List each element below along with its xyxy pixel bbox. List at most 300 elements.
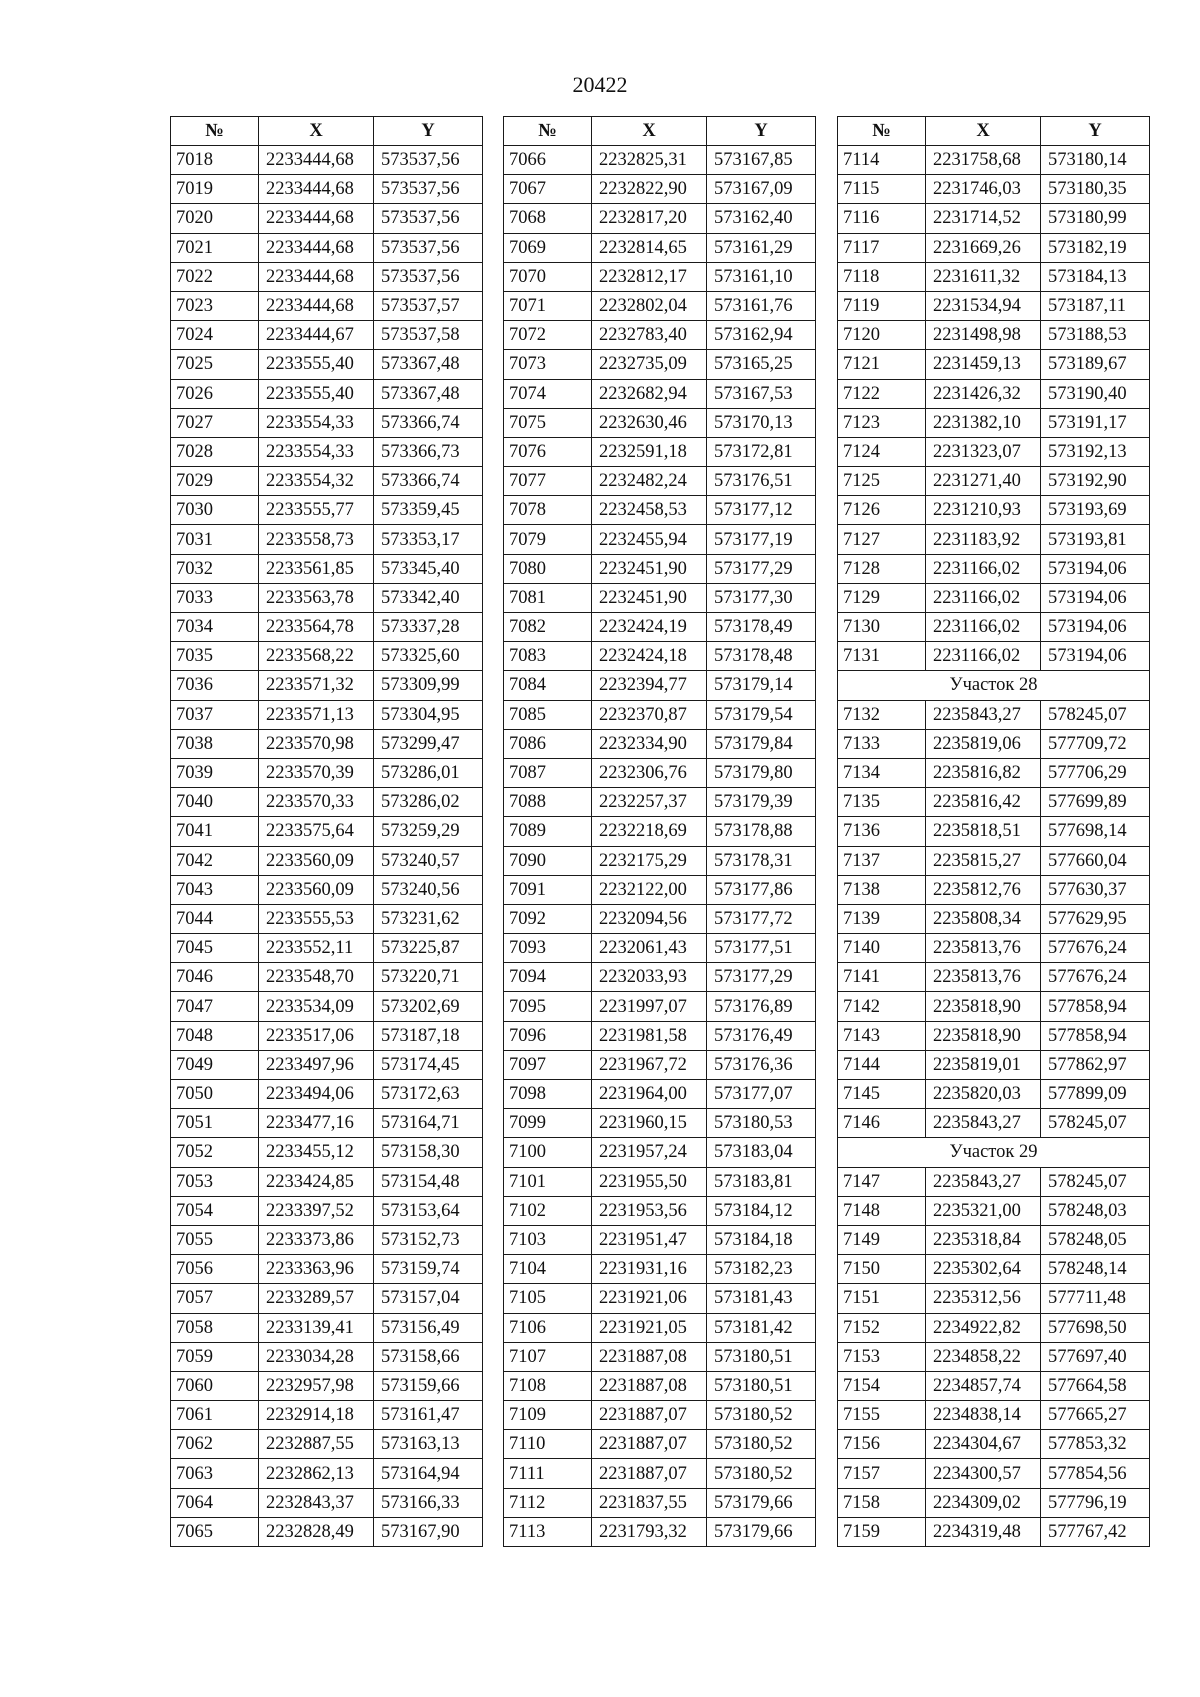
- point-number-cell: 7150: [838, 1255, 926, 1284]
- y-coordinate-cell: 573156,49: [374, 1313, 483, 1342]
- x-coordinate-cell: 2235321,00: [926, 1196, 1041, 1225]
- table-row: [838, 788, 1150, 817]
- table-row: [838, 525, 1150, 554]
- x-coordinate-cell: 2232370,87: [592, 700, 707, 729]
- y-coordinate-cell: 573537,58: [374, 321, 483, 350]
- x-coordinate-cell: 2235302,64: [926, 1255, 1041, 1284]
- point-number-cell: 7135: [838, 788, 926, 817]
- header-x: X: [259, 117, 374, 146]
- table-row: [504, 496, 816, 525]
- point-number-cell: 7051: [171, 1109, 259, 1138]
- table-row: [171, 875, 483, 904]
- point-number-cell: 7156: [838, 1430, 926, 1459]
- point-number-cell: 7056: [171, 1255, 259, 1284]
- y-coordinate-cell: 573179,39: [707, 788, 816, 817]
- x-coordinate-cell: 2233444,68: [259, 146, 374, 175]
- x-coordinate-cell: 2232122,00: [592, 875, 707, 904]
- x-coordinate-cell: 2233548,70: [259, 963, 374, 992]
- table-row: [171, 467, 483, 496]
- table-row: [171, 1109, 483, 1138]
- point-number-cell: 7019: [171, 175, 259, 204]
- x-coordinate-cell: 2233444,68: [259, 233, 374, 262]
- table-row: [838, 1401, 1150, 1430]
- x-coordinate-cell: 2233363,96: [259, 1255, 374, 1284]
- table-row: [171, 291, 483, 320]
- y-coordinate-cell: 573178,48: [707, 642, 816, 671]
- x-coordinate-cell: 2233497,96: [259, 1050, 374, 1079]
- table-row: [171, 233, 483, 262]
- x-coordinate-cell: 2233570,39: [259, 758, 374, 787]
- y-coordinate-cell: 573537,56: [374, 262, 483, 291]
- table-row: [504, 204, 816, 233]
- point-number-cell: 7136: [838, 817, 926, 846]
- y-coordinate-cell: 573178,49: [707, 613, 816, 642]
- table-row: [171, 729, 483, 758]
- x-coordinate-cell: 2234857,74: [926, 1371, 1041, 1400]
- y-coordinate-cell: 577858,94: [1041, 992, 1150, 1021]
- table-row: [504, 934, 816, 963]
- point-number-cell: 7151: [838, 1284, 926, 1313]
- x-coordinate-cell: 2232828,49: [259, 1517, 374, 1546]
- y-coordinate-cell: 577629,95: [1041, 904, 1150, 933]
- table-row: [838, 408, 1150, 437]
- point-number-cell: 7089: [504, 817, 592, 846]
- point-number-cell: 7091: [504, 875, 592, 904]
- point-number-cell: 7038: [171, 729, 259, 758]
- point-number-cell: 7075: [504, 408, 592, 437]
- x-coordinate-cell: 2233289,57: [259, 1284, 374, 1313]
- x-coordinate-cell: 2231964,00: [592, 1080, 707, 1109]
- point-number-cell: 7113: [504, 1517, 592, 1546]
- table-row: [504, 758, 816, 787]
- y-coordinate-cell: 573309,99: [374, 671, 483, 700]
- point-number-cell: 7039: [171, 758, 259, 787]
- table-row: [504, 146, 816, 175]
- x-coordinate-cell: 2233563,78: [259, 583, 374, 612]
- y-coordinate-cell: 573337,28: [374, 613, 483, 642]
- table-row: [838, 642, 1150, 671]
- point-number-cell: 7152: [838, 1313, 926, 1342]
- table-row: [838, 1517, 1150, 1546]
- y-coordinate-cell: 577665,27: [1041, 1401, 1150, 1430]
- table-row: [504, 1517, 816, 1546]
- table-row: [838, 904, 1150, 933]
- y-coordinate-cell: 573182,23: [707, 1255, 816, 1284]
- x-coordinate-cell: 2234309,02: [926, 1488, 1041, 1517]
- table-row: [171, 1284, 483, 1313]
- y-coordinate-cell: 577660,04: [1041, 846, 1150, 875]
- point-number-cell: 7093: [504, 934, 592, 963]
- y-coordinate-cell: 573177,72: [707, 904, 816, 933]
- table-row: [838, 437, 1150, 466]
- y-coordinate-cell: 573176,36: [707, 1050, 816, 1079]
- x-coordinate-cell: 2233575,64: [259, 817, 374, 846]
- table-row: [171, 1401, 483, 1430]
- x-coordinate-cell: 2233560,09: [259, 875, 374, 904]
- y-coordinate-cell: 573158,30: [374, 1138, 483, 1167]
- table-row: [504, 175, 816, 204]
- x-coordinate-cell: 2233554,33: [259, 437, 374, 466]
- y-coordinate-cell: 573353,17: [374, 525, 483, 554]
- x-coordinate-cell: 2231955,50: [592, 1167, 707, 1196]
- y-coordinate-cell: 577698,14: [1041, 817, 1150, 846]
- table-row: [171, 1050, 483, 1079]
- y-coordinate-cell: 573161,10: [707, 262, 816, 291]
- y-coordinate-cell: 573180,14: [1041, 146, 1150, 175]
- x-coordinate-cell: 2233397,52: [259, 1196, 374, 1225]
- x-coordinate-cell: 2231459,13: [926, 350, 1041, 379]
- point-number-cell: 7120: [838, 321, 926, 350]
- table-row: [504, 817, 816, 846]
- point-number-cell: 7130: [838, 613, 926, 642]
- point-number-cell: 7086: [504, 729, 592, 758]
- y-coordinate-cell: 573184,12: [707, 1196, 816, 1225]
- point-number-cell: 7040: [171, 788, 259, 817]
- y-coordinate-cell: 573220,71: [374, 963, 483, 992]
- point-number-cell: 7087: [504, 758, 592, 787]
- y-coordinate-cell: 573152,73: [374, 1225, 483, 1254]
- point-number-cell: 7046: [171, 963, 259, 992]
- x-coordinate-cell: 2231887,07: [592, 1459, 707, 1488]
- point-number-cell: 7066: [504, 146, 592, 175]
- table-row: [171, 583, 483, 612]
- point-number-cell: 7048: [171, 1021, 259, 1050]
- table-row: [171, 1459, 483, 1488]
- x-coordinate-cell: 2232257,37: [592, 788, 707, 817]
- x-coordinate-cell: 2235818,51: [926, 817, 1041, 846]
- table-row: [171, 817, 483, 846]
- point-number-cell: 7049: [171, 1050, 259, 1079]
- point-number-cell: 7096: [504, 1021, 592, 1050]
- x-coordinate-cell: 2231166,02: [926, 613, 1041, 642]
- y-coordinate-cell: 573167,53: [707, 379, 816, 408]
- table-header-row: [838, 117, 1150, 146]
- x-coordinate-cell: 2231837,55: [592, 1488, 707, 1517]
- table-row: [171, 262, 483, 291]
- x-coordinate-cell: 2233554,33: [259, 408, 374, 437]
- y-coordinate-cell: 573367,48: [374, 379, 483, 408]
- y-coordinate-cell: 573259,29: [374, 817, 483, 846]
- point-number-cell: 7036: [171, 671, 259, 700]
- point-number-cell: 7111: [504, 1459, 592, 1488]
- table-row: [171, 1021, 483, 1050]
- point-number-cell: 7077: [504, 467, 592, 496]
- point-number-cell: 7121: [838, 350, 926, 379]
- table-row: [838, 1371, 1150, 1400]
- table-row: [504, 321, 816, 350]
- y-coordinate-cell: 573180,51: [707, 1342, 816, 1371]
- table-row: [838, 700, 1150, 729]
- table-row: [504, 963, 816, 992]
- x-coordinate-cell: 2231921,05: [592, 1313, 707, 1342]
- y-coordinate-cell: 573187,11: [1041, 291, 1150, 320]
- y-coordinate-cell: 573180,52: [707, 1430, 816, 1459]
- table-row: [504, 613, 816, 642]
- y-coordinate-cell: 573179,84: [707, 729, 816, 758]
- y-coordinate-cell: 573180,53: [707, 1109, 816, 1138]
- point-number-cell: 7063: [171, 1459, 259, 1488]
- y-coordinate-cell: 578245,07: [1041, 700, 1150, 729]
- x-coordinate-cell: 2233555,77: [259, 496, 374, 525]
- x-coordinate-cell: 2233555,40: [259, 379, 374, 408]
- y-coordinate-cell: 577711,48: [1041, 1284, 1150, 1313]
- coordinates-table-3: [837, 116, 1150, 1547]
- section-row: [838, 1138, 1150, 1167]
- x-coordinate-cell: 2232862,13: [259, 1459, 374, 1488]
- y-coordinate-cell: 573161,47: [374, 1401, 483, 1430]
- y-coordinate-cell: 573153,64: [374, 1196, 483, 1225]
- table-row: [504, 1371, 816, 1400]
- y-coordinate-cell: 573180,52: [707, 1459, 816, 1488]
- point-number-cell: 7141: [838, 963, 926, 992]
- table-row: [838, 1255, 1150, 1284]
- table-row: [838, 1459, 1150, 1488]
- table-row: [838, 963, 1150, 992]
- x-coordinate-cell: 2231498,98: [926, 321, 1041, 350]
- x-coordinate-cell: 2233564,78: [259, 613, 374, 642]
- point-number-cell: 7043: [171, 875, 259, 904]
- table-row: [504, 408, 816, 437]
- table-row: [171, 321, 483, 350]
- point-number-cell: 7033: [171, 583, 259, 612]
- table-row: [171, 525, 483, 554]
- point-number-cell: 7147: [838, 1167, 926, 1196]
- y-coordinate-cell: 573179,66: [707, 1488, 816, 1517]
- point-number-cell: 7054: [171, 1196, 259, 1225]
- table-row: [838, 934, 1150, 963]
- point-number-cell: 7146: [838, 1109, 926, 1138]
- x-coordinate-cell: 2231887,07: [592, 1401, 707, 1430]
- header-x: X: [926, 117, 1041, 146]
- x-coordinate-cell: 2233571,32: [259, 671, 374, 700]
- table-row: [504, 1196, 816, 1225]
- point-number-cell: 7123: [838, 408, 926, 437]
- x-coordinate-cell: 2231953,56: [592, 1196, 707, 1225]
- x-coordinate-cell: 2231166,02: [926, 583, 1041, 612]
- x-coordinate-cell: 2235312,56: [926, 1284, 1041, 1313]
- x-coordinate-cell: 2235816,82: [926, 758, 1041, 787]
- y-coordinate-cell: 573194,06: [1041, 642, 1150, 671]
- x-coordinate-cell: 2233570,98: [259, 729, 374, 758]
- y-coordinate-cell: 573231,62: [374, 904, 483, 933]
- y-coordinate-cell: 573537,56: [374, 146, 483, 175]
- y-coordinate-cell: 577853,32: [1041, 1430, 1150, 1459]
- x-coordinate-cell: 2232218,69: [592, 817, 707, 846]
- table-header-row: [171, 117, 483, 146]
- y-coordinate-cell: 573325,60: [374, 642, 483, 671]
- table-row: [171, 1342, 483, 1371]
- x-coordinate-cell: 2235843,27: [926, 1167, 1041, 1196]
- table-row: [171, 437, 483, 466]
- x-coordinate-cell: 2231960,15: [592, 1109, 707, 1138]
- y-coordinate-cell: 573366,73: [374, 437, 483, 466]
- y-coordinate-cell: 573192,90: [1041, 467, 1150, 496]
- point-number-cell: 7074: [504, 379, 592, 408]
- y-coordinate-cell: 573154,48: [374, 1167, 483, 1196]
- point-number-cell: 7110: [504, 1430, 592, 1459]
- table-row: [504, 1225, 816, 1254]
- y-coordinate-cell: 573286,02: [374, 788, 483, 817]
- point-number-cell: 7100: [504, 1138, 592, 1167]
- y-coordinate-cell: 578248,05: [1041, 1225, 1150, 1254]
- x-coordinate-cell: 2231887,08: [592, 1342, 707, 1371]
- table-row: [171, 1080, 483, 1109]
- x-coordinate-cell: 2235843,27: [926, 700, 1041, 729]
- point-number-cell: 7018: [171, 146, 259, 175]
- y-coordinate-cell: 573240,57: [374, 846, 483, 875]
- table-row: [504, 1109, 816, 1138]
- x-coordinate-cell: 2232455,94: [592, 525, 707, 554]
- table-row: [504, 642, 816, 671]
- x-coordinate-cell: 2232175,29: [592, 846, 707, 875]
- table-row: [838, 1196, 1150, 1225]
- table-row: [171, 1167, 483, 1196]
- y-coordinate-cell: 573172,81: [707, 437, 816, 466]
- x-coordinate-cell: 2232843,37: [259, 1488, 374, 1517]
- table-row: [504, 1284, 816, 1313]
- point-number-cell: 7088: [504, 788, 592, 817]
- x-coordinate-cell: 2232451,90: [592, 583, 707, 612]
- y-coordinate-cell: 573202,69: [374, 992, 483, 1021]
- y-coordinate-cell: 573192,13: [1041, 437, 1150, 466]
- x-coordinate-cell: 2232424,18: [592, 642, 707, 671]
- point-number-cell: 7145: [838, 1080, 926, 1109]
- point-number-cell: 7081: [504, 583, 592, 612]
- x-coordinate-cell: 2235843,27: [926, 1109, 1041, 1138]
- point-number-cell: 7065: [171, 1517, 259, 1546]
- y-coordinate-cell: 577698,50: [1041, 1313, 1150, 1342]
- table-row: [504, 379, 816, 408]
- point-number-cell: 7037: [171, 700, 259, 729]
- table-row: [171, 1313, 483, 1342]
- y-coordinate-cell: 573182,19: [1041, 233, 1150, 262]
- x-coordinate-cell: 2235318,84: [926, 1225, 1041, 1254]
- table-row: [171, 1517, 483, 1546]
- y-coordinate-cell: 573180,51: [707, 1371, 816, 1400]
- x-coordinate-cell: 2233555,40: [259, 350, 374, 379]
- table-row: [838, 1109, 1150, 1138]
- x-coordinate-cell: 2232783,40: [592, 321, 707, 350]
- table-row: [838, 846, 1150, 875]
- point-number-cell: 7076: [504, 437, 592, 466]
- x-coordinate-cell: 2233568,22: [259, 642, 374, 671]
- y-coordinate-cell: 577697,40: [1041, 1342, 1150, 1371]
- table-row: [838, 1313, 1150, 1342]
- point-number-cell: 7059: [171, 1342, 259, 1371]
- table-row: [838, 350, 1150, 379]
- table-row: [504, 992, 816, 1021]
- table-row: [838, 1225, 1150, 1254]
- x-coordinate-cell: 2232887,55: [259, 1430, 374, 1459]
- point-number-cell: 7026: [171, 379, 259, 408]
- y-coordinate-cell: 573167,85: [707, 146, 816, 175]
- section-title: Участок 28: [838, 671, 1150, 700]
- point-number-cell: 7132: [838, 700, 926, 729]
- point-number-cell: 7143: [838, 1021, 926, 1050]
- x-coordinate-cell: 2235819,06: [926, 729, 1041, 758]
- x-coordinate-cell: 2233373,86: [259, 1225, 374, 1254]
- x-coordinate-cell: 2232682,94: [592, 379, 707, 408]
- table-row: [838, 204, 1150, 233]
- point-number-cell: 7098: [504, 1080, 592, 1109]
- point-number-cell: 7144: [838, 1050, 926, 1079]
- y-coordinate-cell: 573240,56: [374, 875, 483, 904]
- y-coordinate-cell: 573162,94: [707, 321, 816, 350]
- x-coordinate-cell: 2232306,76: [592, 758, 707, 787]
- x-coordinate-cell: 2234319,48: [926, 1517, 1041, 1546]
- y-coordinate-cell: 577699,89: [1041, 788, 1150, 817]
- table-row: [838, 758, 1150, 787]
- x-coordinate-cell: 2235812,76: [926, 875, 1041, 904]
- table-row: [504, 700, 816, 729]
- y-coordinate-cell: 573177,29: [707, 963, 816, 992]
- table-row: [838, 1342, 1150, 1371]
- header-x: X: [592, 117, 707, 146]
- point-number-cell: 7071: [504, 291, 592, 320]
- header-y: Y: [707, 117, 816, 146]
- table-row: [171, 554, 483, 583]
- table-row: [171, 379, 483, 408]
- table-row: [504, 1255, 816, 1284]
- y-coordinate-cell: 577664,58: [1041, 1371, 1150, 1400]
- x-coordinate-cell: 2233552,11: [259, 934, 374, 963]
- table-row: [838, 1284, 1150, 1313]
- table-row: [171, 1138, 483, 1167]
- table-row: [504, 1488, 816, 1517]
- y-coordinate-cell: 578248,14: [1041, 1255, 1150, 1284]
- table-row: [504, 1138, 816, 1167]
- x-coordinate-cell: 2232033,93: [592, 963, 707, 992]
- table-row: [838, 729, 1150, 758]
- point-number-cell: 7099: [504, 1109, 592, 1138]
- table-row: [504, 437, 816, 466]
- coordinates-table-1: [170, 116, 483, 1547]
- x-coordinate-cell: 2233444,68: [259, 175, 374, 204]
- y-coordinate-cell: 573194,06: [1041, 583, 1150, 612]
- y-coordinate-cell: 573189,67: [1041, 350, 1150, 379]
- point-number-cell: 7090: [504, 846, 592, 875]
- point-number-cell: 7082: [504, 613, 592, 642]
- x-coordinate-cell: 2235820,03: [926, 1080, 1041, 1109]
- y-coordinate-cell: 573159,66: [374, 1371, 483, 1400]
- table-row: [838, 379, 1150, 408]
- y-coordinate-cell: 573177,07: [707, 1080, 816, 1109]
- x-coordinate-cell: 2234858,22: [926, 1342, 1041, 1371]
- table-row: [504, 1313, 816, 1342]
- y-coordinate-cell: 573225,87: [374, 934, 483, 963]
- x-coordinate-cell: 2231669,26: [926, 233, 1041, 262]
- point-number-cell: 7115: [838, 175, 926, 204]
- y-coordinate-cell: 577899,09: [1041, 1080, 1150, 1109]
- point-number-cell: 7104: [504, 1255, 592, 1284]
- x-coordinate-cell: 2231887,08: [592, 1371, 707, 1400]
- table-row: [171, 146, 483, 175]
- x-coordinate-cell: 2233554,32: [259, 467, 374, 496]
- y-coordinate-cell: 573184,18: [707, 1225, 816, 1254]
- table-row: [838, 321, 1150, 350]
- x-coordinate-cell: 2233560,09: [259, 846, 374, 875]
- point-number-cell: 7069: [504, 233, 592, 262]
- x-coordinate-cell: 2233455,12: [259, 1138, 374, 1167]
- point-number-cell: 7021: [171, 233, 259, 262]
- x-coordinate-cell: 2232591,18: [592, 437, 707, 466]
- point-number-cell: 7149: [838, 1225, 926, 1254]
- y-coordinate-cell: 573159,74: [374, 1255, 483, 1284]
- point-number-cell: 7083: [504, 642, 592, 671]
- table-row: [838, 817, 1150, 846]
- y-coordinate-cell: 573342,40: [374, 583, 483, 612]
- point-number-cell: 7158: [838, 1488, 926, 1517]
